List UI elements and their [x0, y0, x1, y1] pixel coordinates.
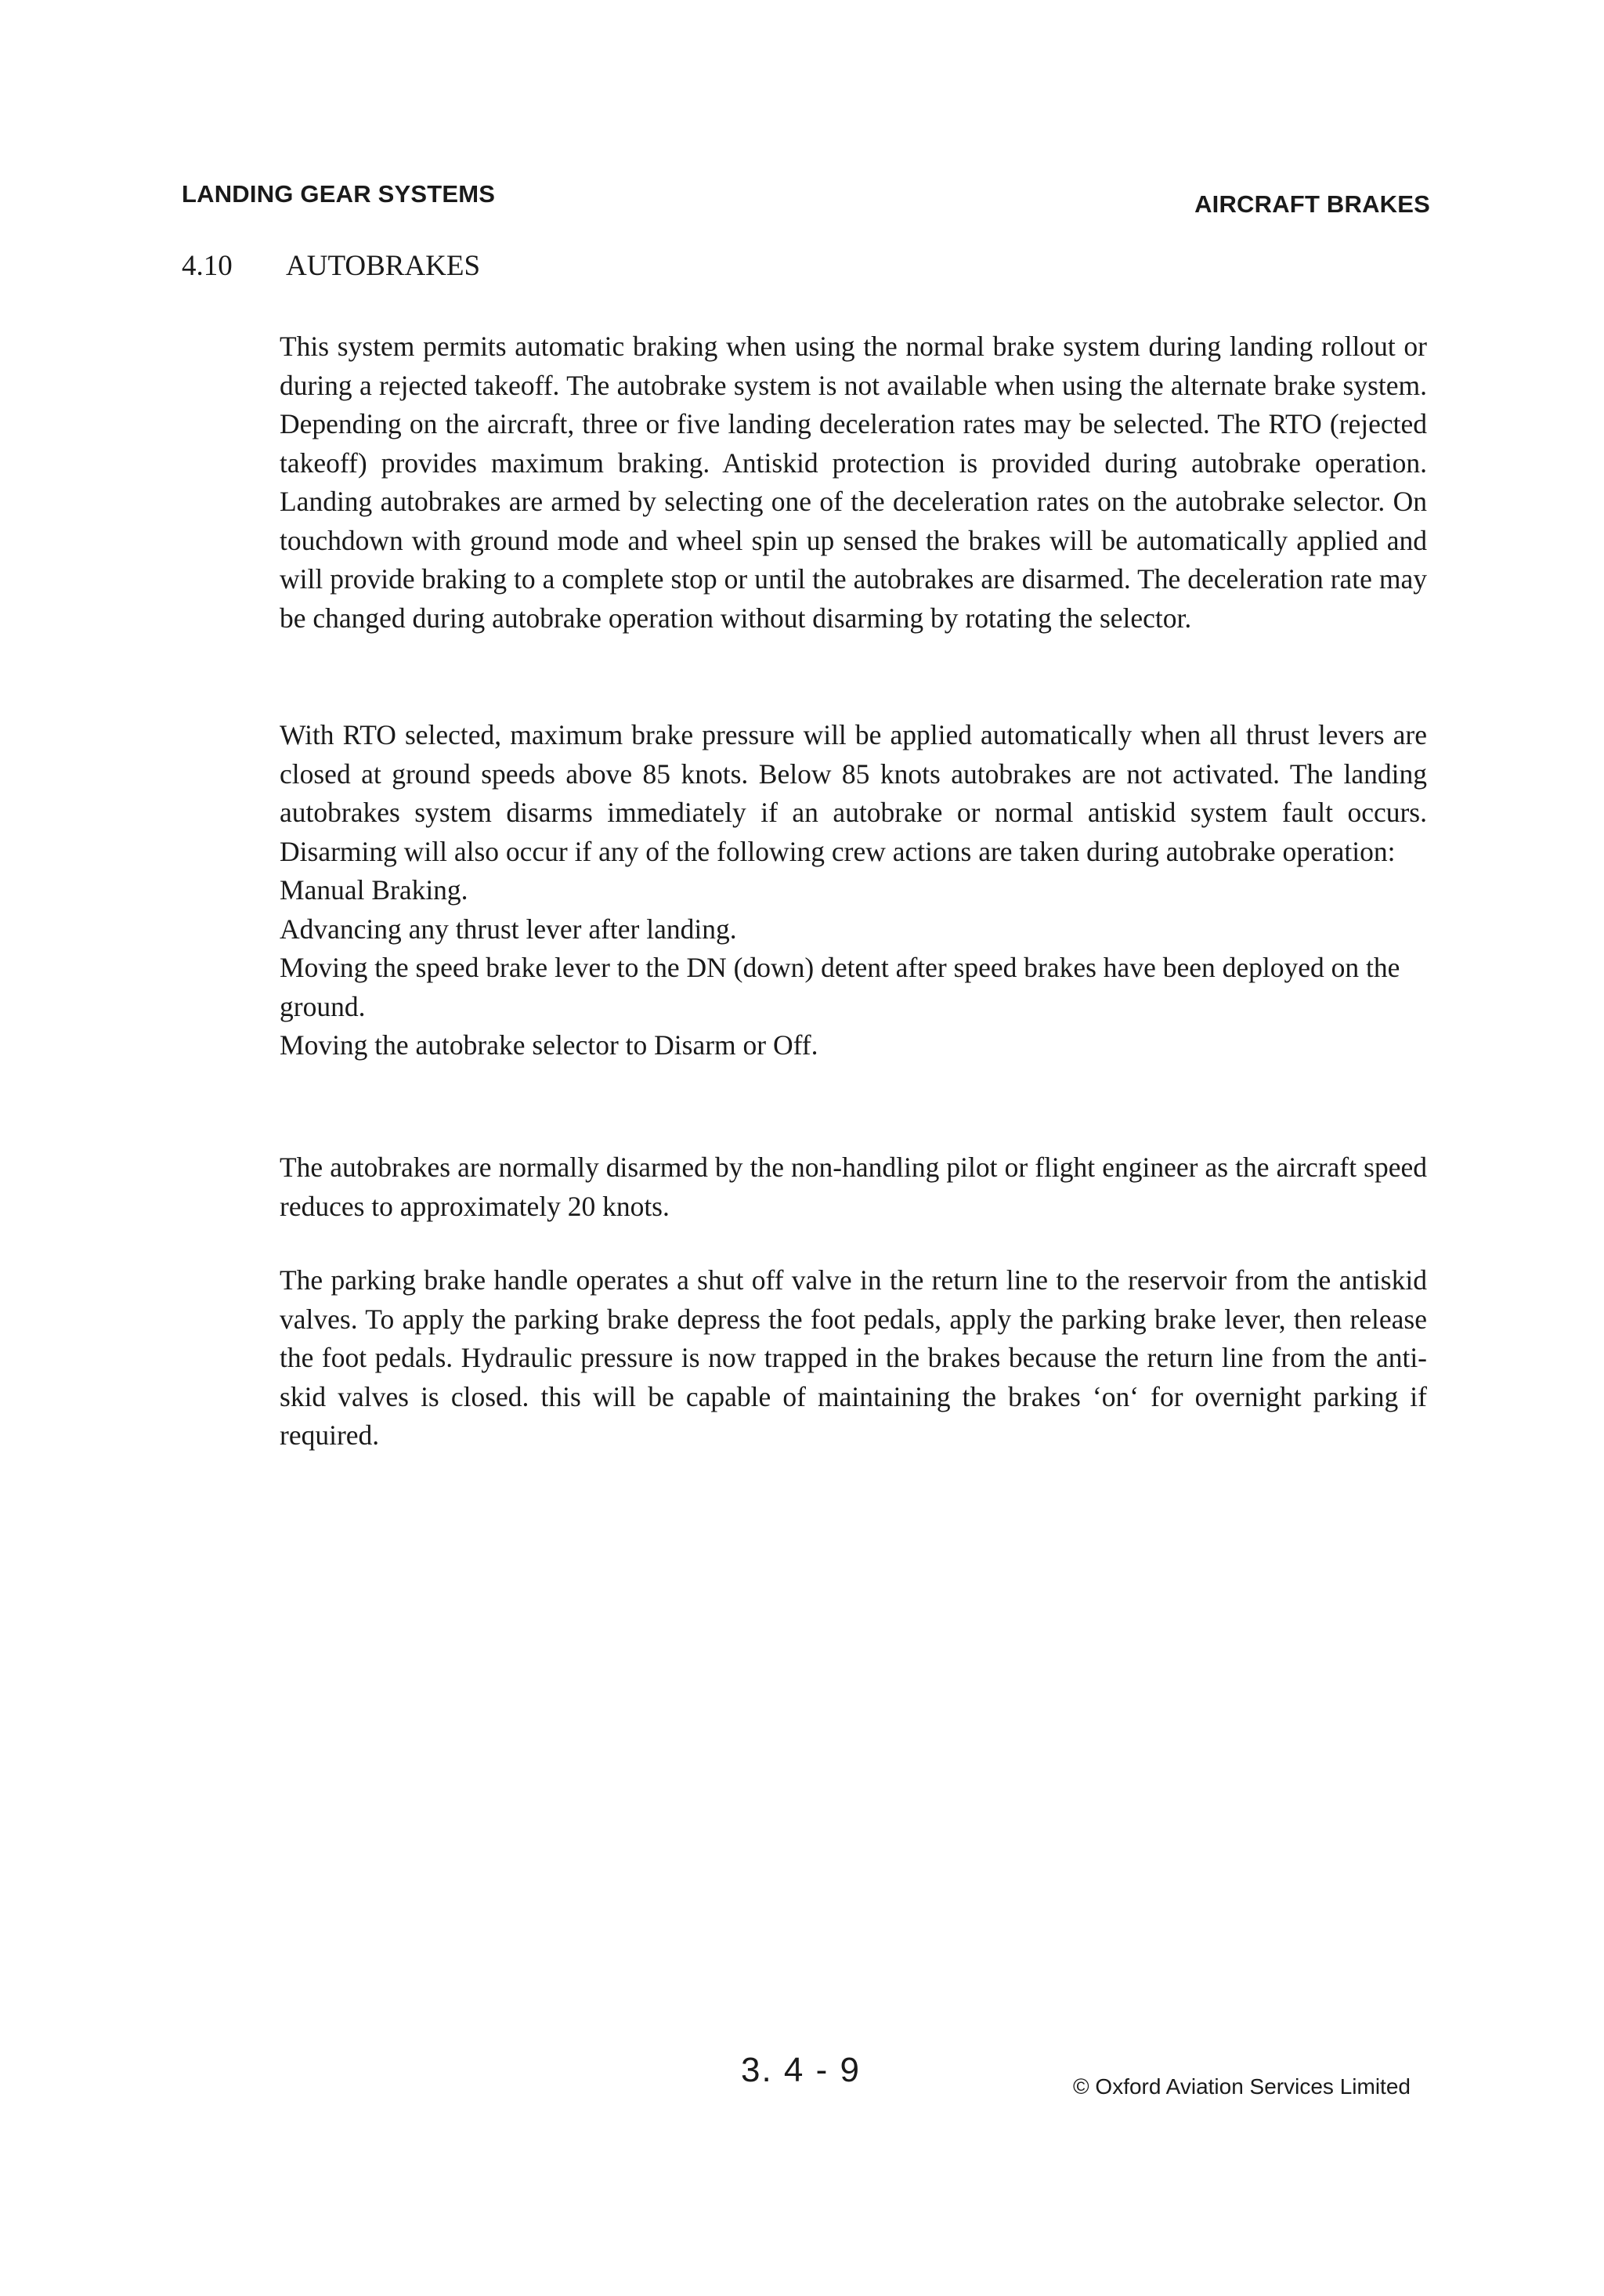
paragraph-rto-disarming [280, 716, 1427, 1065]
section-heading [182, 249, 480, 283]
paragraph-autobrake-system [280, 327, 1427, 638]
paragraph-normal-disarm [280, 1148, 1427, 1226]
running-header-chapter: LANDING GEAR SYSTEMS [182, 180, 496, 208]
paragraph-parking-brake [280, 1261, 1427, 1455]
paragraph-text: The autobrakes are normally disarmed by the non-handling pilot or flight engineer as the aircraft speed reduces to approximately 20 knots. [280, 1152, 1427, 1222]
list-item: Moving the speed brake lever to the DN (down) detent after speed brakes have been deployed on the ground. [280, 952, 1400, 1022]
section-title: AUTOBRAKES [286, 250, 481, 282]
section-number: 4.10 [182, 250, 233, 282]
list-item: Advancing any thrust lever after landing. [280, 913, 737, 945]
copyright-notice: © Oxford Aviation Services Limited [1073, 2074, 1411, 2099]
list-item: Manual Braking. [280, 874, 468, 906]
list-item: Moving the autobrake selector to Disarm or Off. [280, 1029, 818, 1061]
paragraph-text: This system permits automatic braking when using the normal brake system during landing rollout or during a rejected takeoff. The autobrake system is not available when using the alternate brake system. Depending on the aircraft, three or five landing deceleration rates may be selected. The RTO (rejected takeoff) provides maximum braking. Antiskid protection is provided during autobrake operation. Landing autobrakes are armed by selecting one of the deceleration rates on the autobrake selector. On touchdown with ground mode and wheel spin up sensed the brakes will be automatically applied and will provide braking to a complete stop or until the autobrakes are disarmed. The deceleration rate may be changed during autobrake operation without disarming by rotating the selector. [280, 331, 1427, 634]
paragraph-text: With RTO selected, maximum brake pressure will be applied automatically when all thrust levers are closed at ground speeds above 85 knots. Below 85 knots autobrakes are not activated. The landing autobrakes system disarms immediately if an autobrake or normal antiskid system fault occurs. Disarming will also occur if any of the following crew actions are taken during autobrake operation: [280, 719, 1427, 867]
paragraph-text: The parking brake handle operates a shut off valve in the return line to the reservoir from the antiskid valves. To apply the parking brake depress the foot pedals, apply the parking brake lever, then release the foot pedals. Hydraulic pressure is now trapped in the brakes because the return line from the anti-skid valves is closed. this will be capable of maintaining the brakes ‘on‘ for overnight parking if required. [280, 1264, 1427, 1451]
page-number: 3. 4 - 9 [741, 2051, 861, 2089]
running-header-topic: AIRCRAFT BRAKES [1194, 190, 1430, 218]
